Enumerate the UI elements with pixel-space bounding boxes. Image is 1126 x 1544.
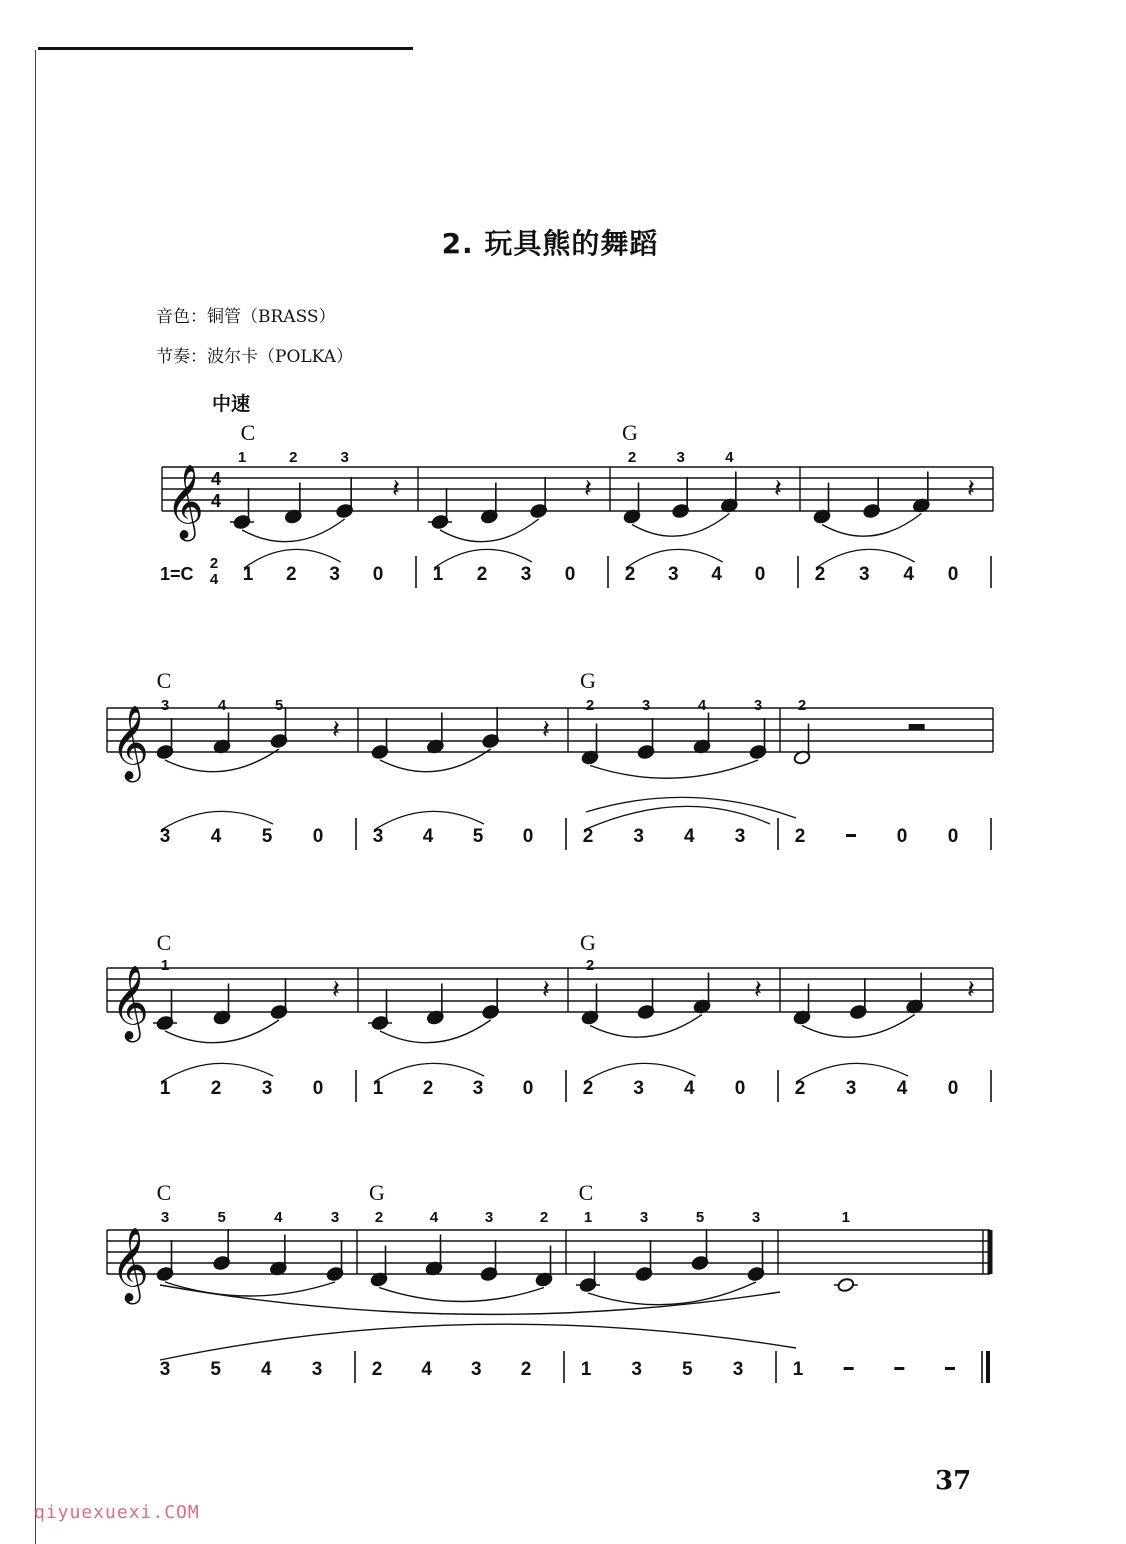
- long-slur: [160, 1285, 780, 1314]
- fingering-number: 2: [585, 957, 595, 974]
- chord-symbol: C: [156, 668, 172, 693]
- fingering-number: 3: [160, 1209, 170, 1226]
- jianpu-digit: 2: [814, 564, 826, 585]
- fingering-number: 4: [217, 697, 227, 714]
- jianpu-digit: 0: [312, 826, 324, 847]
- jianpu-digit: 3: [471, 1359, 482, 1380]
- jianpu-digit: 4: [210, 826, 222, 847]
- quarter-rest: 𝄽: [967, 474, 975, 504]
- note-head: [837, 1277, 855, 1292]
- fingering-number: 3: [753, 697, 763, 714]
- jianpu-digit: 4: [896, 1078, 908, 1099]
- jianpu-digit: 2: [624, 564, 636, 585]
- jianpu-digit: 3: [472, 1078, 484, 1099]
- quarter-rest: 𝄽: [754, 975, 762, 1005]
- jianpu-digit: 0: [522, 1078, 534, 1099]
- fingering-number: 2: [797, 697, 807, 714]
- quarter-rest: 𝄽: [774, 474, 782, 504]
- jianpu-digit: 1: [580, 1359, 592, 1380]
- jianpu-digit: 1: [159, 1078, 171, 1099]
- jianpu-digit: 2: [582, 1078, 594, 1099]
- fingering-number: 1: [583, 1209, 593, 1226]
- jianpu-digit: 0: [312, 1078, 324, 1099]
- fingering-number: 3: [639, 1209, 649, 1226]
- jianpu-digit: 0: [564, 564, 576, 585]
- jianpu-dash: [846, 834, 856, 837]
- jianpu-digit: 2: [520, 1359, 532, 1380]
- watermark: qiyuexuexi.COM: [34, 1502, 200, 1523]
- fingering-number: 3: [484, 1209, 494, 1226]
- jianpu-digit: 2: [476, 564, 488, 585]
- treble-clef-icon: 𝄞: [166, 465, 204, 539]
- fingering-number: 2: [585, 697, 595, 714]
- jianpu-digit: 3: [633, 1078, 644, 1099]
- jianpu-dash: [945, 1367, 955, 1370]
- jianpu-digit: 0: [754, 564, 766, 585]
- fingering-number: 2: [627, 449, 637, 466]
- fingering-number: 2: [289, 449, 298, 466]
- fingering-number: 4: [697, 697, 707, 714]
- jianpu-digit: 0: [947, 564, 959, 585]
- fingering-number: 3: [160, 697, 170, 714]
- jianpu-digit: 5: [472, 826, 484, 847]
- jianpu-slur: [586, 797, 796, 818]
- jianpu-digit: 3: [734, 826, 746, 847]
- jianpu-dash: [894, 1367, 904, 1370]
- jianpu-digit: 2: [422, 1078, 434, 1099]
- fingering-number: 3: [676, 449, 685, 466]
- jianpu-digit: 3: [859, 564, 870, 585]
- chord-symbol: C: [156, 1180, 172, 1205]
- quarter-rest: 𝄽: [967, 975, 975, 1005]
- jianpu-digit: 3: [372, 826, 384, 847]
- jianpu-digit: 2: [286, 564, 297, 585]
- jianpu-digit: 4: [684, 826, 695, 847]
- treble-clef-icon: 𝄞: [111, 706, 149, 780]
- slur: [590, 760, 758, 778]
- jianpu-digit: 3: [631, 1359, 642, 1380]
- fingering-number: 1: [841, 1209, 851, 1226]
- jianpu-digit: 0: [522, 826, 534, 847]
- quarter-rest: 𝄽: [542, 715, 550, 745]
- fingering-number: 1: [160, 957, 170, 974]
- quarter-rest: 𝄽: [584, 474, 592, 504]
- jianpu-digit: 4: [261, 1359, 272, 1380]
- jianpu-digit: 0: [734, 1078, 746, 1099]
- jianpu-digit: 3: [311, 1359, 323, 1380]
- jianpu-time-num: 2: [209, 555, 219, 572]
- jianpu-digit: 5: [210, 1359, 221, 1380]
- jianpu-digit: 1: [372, 1078, 384, 1099]
- jianpu-digit: 4: [711, 564, 722, 585]
- fingering-number: 2: [374, 1209, 384, 1226]
- jianpu-digit: 3: [159, 826, 171, 847]
- jianpu-digit: 2: [794, 826, 806, 847]
- jianpu-digit: 3: [520, 564, 532, 585]
- jianpu-digit: 3: [732, 1359, 744, 1380]
- slur: [379, 1288, 544, 1302]
- slur: [588, 1282, 756, 1305]
- jianpu-digit: 0: [947, 826, 959, 847]
- fingering-number: 4: [274, 1209, 283, 1226]
- chord-symbol: G: [580, 668, 596, 693]
- jianpu-digit: 3: [845, 1078, 857, 1099]
- fingering-number: 5: [274, 697, 284, 714]
- jianpu-digit: 0: [372, 564, 384, 585]
- time-signature-numerator: 4: [210, 469, 222, 489]
- tempo-marking: 中速: [212, 393, 251, 415]
- jianpu-digit: 2: [582, 826, 594, 847]
- fingering-number: 1: [237, 449, 247, 466]
- jianpu-digit: 3: [668, 564, 679, 585]
- jianpu-digit: 1: [792, 1359, 804, 1380]
- fingering-number: 3: [340, 449, 349, 466]
- page-number: 37: [935, 1466, 972, 1496]
- treble-clef-icon: 𝄞: [111, 1228, 149, 1302]
- quarter-rest: 𝄽: [392, 474, 400, 504]
- chord-symbol: C: [156, 930, 172, 955]
- jianpu-digit: 2: [210, 1078, 222, 1099]
- jianpu-long-slur: [160, 1324, 796, 1360]
- treble-clef-icon: 𝄞: [111, 966, 149, 1040]
- jianpu-digit: 2: [371, 1359, 383, 1380]
- jianpu-digit: 3: [159, 1359, 171, 1380]
- chord-symbol: G: [622, 420, 638, 445]
- timbre-line: 音色：铜管（BRASS）: [156, 307, 336, 327]
- fingering-number: 5: [695, 1209, 705, 1226]
- jianpu-digit: 1: [432, 564, 444, 585]
- jianpu-digit: 0: [896, 826, 908, 847]
- page-title: 2. 玩具熊的舞蹈: [441, 227, 659, 260]
- chord-symbol: G: [369, 1180, 385, 1205]
- fingering-number: 3: [641, 697, 651, 714]
- half-rest: [909, 724, 925, 730]
- quarter-rest: 𝄽: [332, 975, 340, 1005]
- slur: [165, 1282, 335, 1296]
- fingering-number: 5: [217, 1209, 226, 1226]
- jianpu-digit: 0: [947, 1078, 959, 1099]
- chord-symbol: G: [580, 930, 596, 955]
- jianpu-digit: 4: [684, 1078, 695, 1099]
- chord-symbol: C: [578, 1180, 594, 1205]
- jianpu-digit: 5: [261, 826, 273, 847]
- time-signature-denominator: 4: [210, 491, 222, 511]
- jianpu-digit: 4: [422, 826, 434, 847]
- jianpu-digit: 3: [329, 564, 340, 585]
- jianpu-digit: 4: [421, 1359, 432, 1380]
- chord-symbol: C: [240, 420, 256, 445]
- fingering-number: 4: [725, 449, 734, 466]
- jianpu-digit: 4: [903, 564, 914, 585]
- jianpu-time-den: 4: [209, 571, 219, 588]
- key-signature: 1=C: [160, 564, 194, 584]
- jianpu-digit: 3: [261, 1078, 273, 1099]
- fingering-number: 3: [751, 1209, 761, 1226]
- fingering-number: 2: [539, 1209, 549, 1226]
- rhythm-line: 节奏：波尔卡（POLKA）: [156, 347, 353, 367]
- quarter-rest: 𝄽: [332, 715, 340, 745]
- jianpu-digit: 2: [794, 1078, 806, 1099]
- fingering-number: 3: [330, 1209, 340, 1226]
- fingering-number: 4: [429, 1209, 439, 1226]
- jianpu-digit: 5: [682, 1359, 693, 1380]
- jianpu-digit: 1: [242, 564, 254, 585]
- jianpu-dash: [844, 1367, 854, 1370]
- jianpu-digit: 3: [633, 826, 644, 847]
- quarter-rest: 𝄽: [542, 975, 550, 1005]
